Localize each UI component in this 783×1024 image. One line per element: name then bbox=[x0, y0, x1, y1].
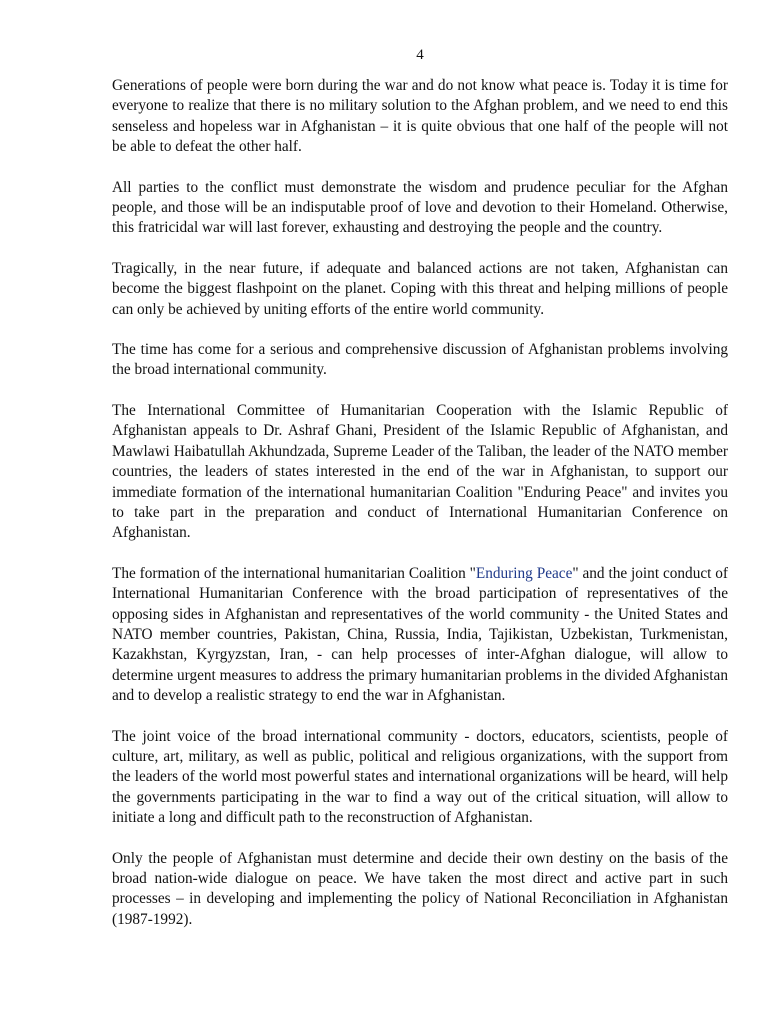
paragraph-6 bbox=[112, 564, 728, 707]
page-number: 4 bbox=[416, 47, 424, 63]
paragraph-2: All parties to the conflict must demonstrate the wisdom and prudence peculiar for the Afghan people, and those will be an indisputable proof of love and devotion to their Homeland. Otherwise, this fratricidal war will last forever, exhausting and destroying the people and the country. bbox=[112, 178, 728, 237]
paragraph-3: Tragically, in the near future, if adequate and balanced actions are not taken, Afghanistan can become the biggest flashpoint on the planet. Coping with this threat and helping millions of people can only be achieved by uniting efforts of the entire world community. bbox=[112, 259, 728, 318]
paragraph-6-text-after: " and the joint conduct of International Humanitarian Conference with the broad participation of representatives of the opposing sides in Afghanistan and representatives of the world community - the United States and NATO member countries, Pakistan, China, Russia, India, Tajikistan, Uzbekistan, Turkmenistan, Kazakhstan, Kyrgyzstan, Iran, - can help processes of inter-Afghan dialogue, will allow to determine urgent measures to address the primary humanitarian problems in the divided Afghanistan and to develop a realistic strategy to end the war in Afghanistan. bbox=[112, 564, 729, 705]
paragraph-4: The time has come for a serious and comprehensive discussion of Afghanistan problems involving the broad international community. bbox=[112, 341, 728, 379]
enduring-peace-link[interactable]: Enduring Peace bbox=[475, 564, 573, 582]
paragraph-5: The International Committee of Humanitarian Cooperation with the Islamic Republic of Afghanistan appeals to Dr. Ashraf Ghani, President of the Islamic Republic of Afghanistan, and Mawlawi Haibatullah Akhundzada, Supreme Leader of the Taliban, the leader of the NATO member countries, the leaders of states interested in the end of the war in Afghanistan, to support our immediate formation of the international humanitarian Coalition "Enduring Peace" and invites you to take part in the preparation and conduct of International Humanitarian Conference on Afghanistan. bbox=[112, 401, 728, 542]
paragraph-1: Generations of people were born during the war and do not know what peace is. Today it is time for everyone to realize that there is no military solution to the Afghan problem, and we need to end this senseless and hopeless war in Afghanistan – it is quite obvious that one half of the people will not be able to defeat the other half. bbox=[112, 77, 728, 156]
paragraph-7: The joint voice of the broad international community - doctors, educators, scientists, people of culture, art, military, as well as public, political and religious organizations, with the support from the leaders of the world most powerful states and international organizations will be heard, will help the governments participating in the war to find a way out of the critical situation, will allow to initiate a long and difficult path to the reconstruction of Afghanistan. bbox=[112, 727, 728, 827]
paragraph-6-text-before: The formation of the international humanitarian Coalition " bbox=[112, 564, 476, 582]
document-page bbox=[112, 46, 728, 950]
paragraph-8: Only the people of Afghanistan must determine and decide their own destiny on the basis of the broad nation-wide dialogue on peace. We have taken the most direct and active part in such processes – in developing and implementing the policy of National Reconciliation in Afghanistan (1987-1992). bbox=[112, 849, 728, 928]
